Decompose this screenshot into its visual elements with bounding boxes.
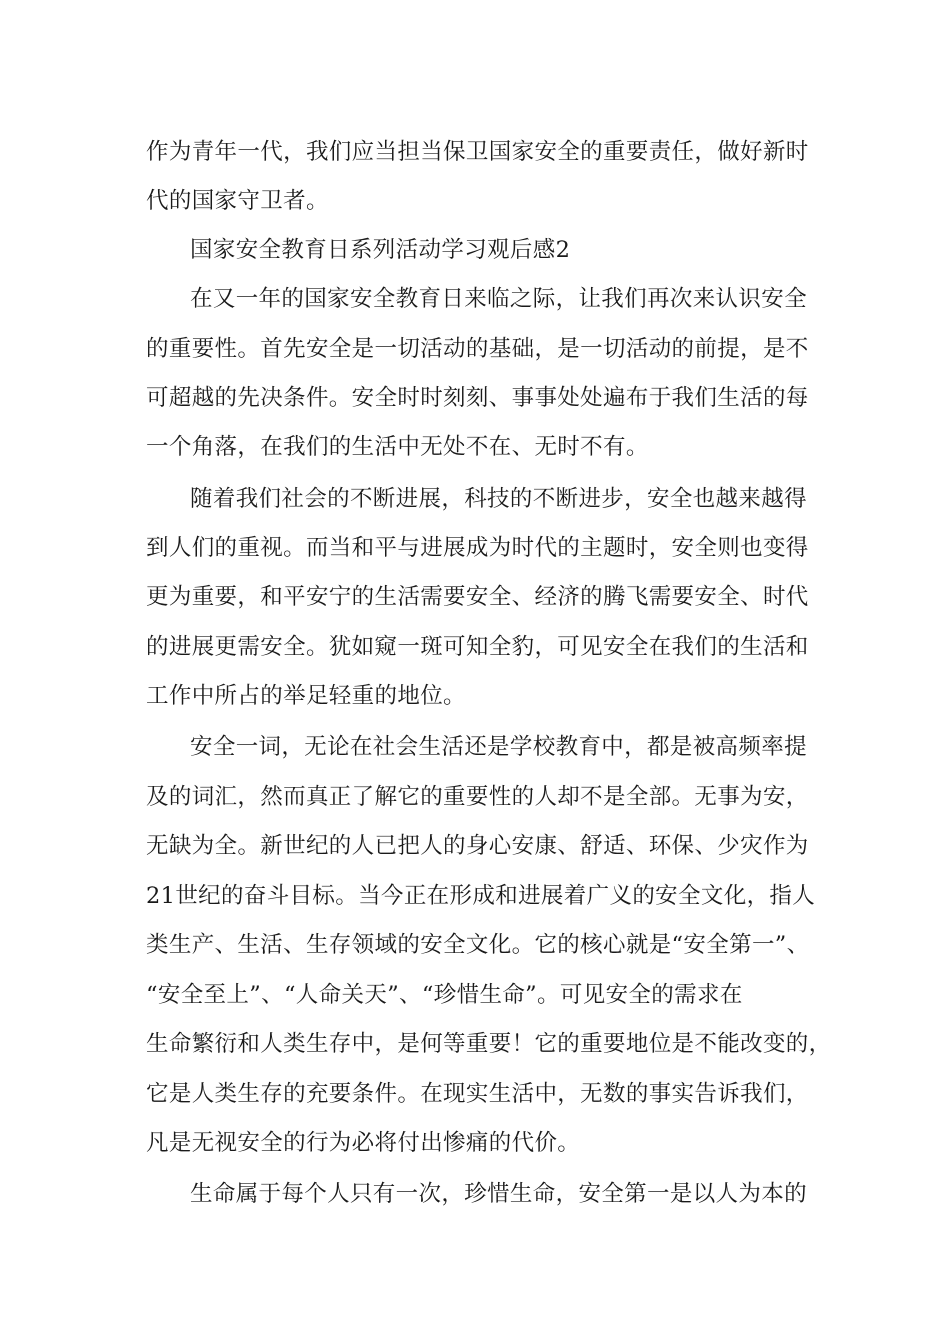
- text-line: 一个角落，在我们的生活中无处不在、无时不有。: [146, 434, 649, 460]
- text-line: 类生产、生活、生存领域的安全文化。它的核心就是“安全第一”、: [146, 932, 810, 958]
- text-line: 凡是无视安全的行为必将付出惨痛的代价。: [146, 1130, 581, 1156]
- text-line: 到人们的重视。而当和平与进展成为时代的主题时，安全则也变得: [146, 535, 809, 561]
- text-line: 生命属于每个人只有一次，珍惜生命，安全第一是以人为本的: [190, 1181, 807, 1207]
- text-line: 的重要性。首先安全是一切活动的基础，是一切活动的前提，是不: [146, 336, 809, 362]
- text-line: 在又一年的国家安全教育日来临之际，让我们再次来认识安全: [190, 286, 807, 312]
- text-line: 安全一词，无论在社会生活还是学校教育中，都是被高频率提: [190, 734, 807, 760]
- text-line: 可超越的先决条件。安全时时刻刻、事事处处遍布于我们生活的每: [146, 385, 809, 411]
- text-line: 随着我们社会的不断进展，科技的不断进步，安全也越来越得: [190, 486, 807, 512]
- text-line: 21世纪的奋斗目标。当今正在形成和进展着广义的安全文化，指人: [146, 883, 816, 909]
- section-title: 国家安全教育日系列活动学习观后感2: [190, 237, 571, 263]
- text-line: 及的词汇，然而真正了解它的重要性的人却不是全部。无事为安，: [146, 784, 809, 810]
- text-line: 工作中所占的举足轻重的地位。: [146, 683, 466, 709]
- text-line: 的进展更需安全。犹如窥一斑可知全豹，可见安全在我们的生活和: [146, 634, 809, 660]
- text-line: 作为青年一代，我们应当担当保卫国家安全的重要责任，做好新时: [146, 139, 809, 165]
- text-line: 生命繁衍和人类生存中，是何等重要！它的重要地位是不能改变的，: [146, 1031, 832, 1057]
- text-line: 它是人类生存的充要条件。在现实生活中，无数的事实告诉我们，: [146, 1081, 809, 1107]
- text-line: 代的国家守卫者。: [146, 188, 329, 214]
- text-line: “安全至上”、“人命关天”、“珍惜生命”。可见安全的需求在: [146, 982, 743, 1008]
- text-line: 更为重要，和平安宁的生活需要安全、经济的腾飞需要安全、时代: [146, 584, 809, 610]
- text-line: 无缺为全。新世纪的人已把人的身心安康、舒适、环保、少灾作为: [146, 833, 809, 859]
